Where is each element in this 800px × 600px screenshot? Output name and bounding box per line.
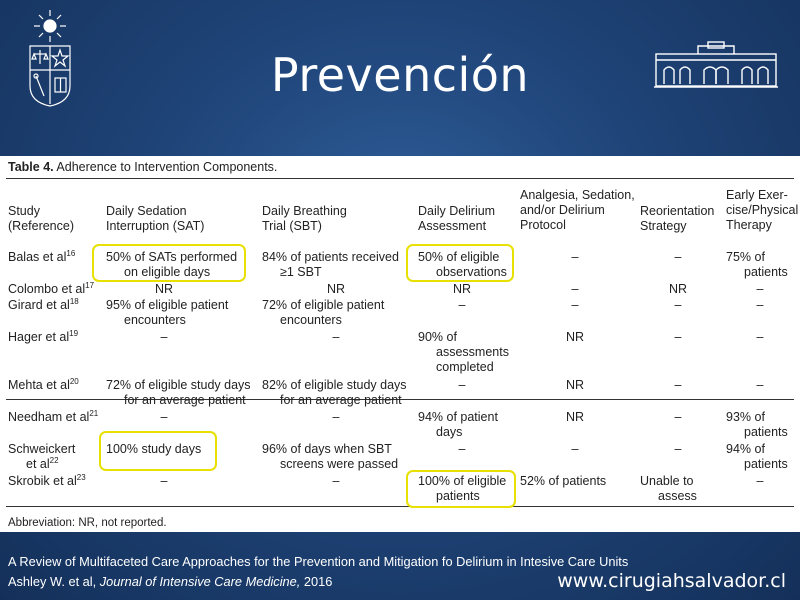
asd-cell-line: NR (565, 410, 585, 424)
dda-cell-line: – (458, 378, 466, 392)
dda-cell-line: – (458, 298, 466, 312)
sbt-cell (306, 330, 366, 345)
study-name: Colombo et al (8, 282, 86, 296)
column-header-line: Study (8, 204, 40, 218)
column-header (726, 188, 798, 233)
ros-cell (648, 410, 708, 425)
eep-cell (730, 330, 790, 345)
sbt-cell-line: 96% of days when SBT (262, 442, 392, 456)
sat-cell-line: – (160, 474, 168, 488)
eep-cell (726, 250, 788, 280)
column-header (106, 204, 204, 234)
study-name: Hager et al (8, 330, 70, 344)
asd-cell (545, 442, 605, 457)
citation-authors: Ashley W. et al, (8, 574, 100, 589)
ros-cell-line: – (674, 378, 682, 392)
sbt-cell (262, 378, 407, 408)
column-header-line: Strategy (640, 219, 687, 233)
sat-cell (106, 378, 251, 408)
eep-cell-line: – (756, 298, 764, 312)
asd-cell (545, 282, 605, 297)
dda-cell-line: observations (436, 265, 507, 279)
dda-cell-line: 94% of patient (418, 410, 498, 424)
column-header-line: Assessment (418, 219, 487, 233)
ros-cell (648, 442, 708, 457)
study-reference-number: 21 (89, 408, 99, 418)
sat-cell-line: NR (154, 282, 174, 296)
asd-cell (545, 250, 605, 265)
footer-reference-citation (8, 572, 628, 592)
footer-reference-title: A Review of Multifaceted Care Approaches for the Prevention and Mitigation fo Delirium in Intesive Care Units (8, 554, 629, 569)
asd-cell (545, 330, 605, 345)
table-top-rule (6, 178, 794, 179)
study-name: Schweickert (8, 442, 76, 456)
study-name-cont: et al (26, 457, 50, 471)
eep-cell-line: patients (744, 457, 788, 471)
column-header (520, 188, 635, 233)
study-reference-number: 23 (76, 472, 86, 482)
highlight-box-balas-sat (92, 244, 246, 282)
asd-cell-line: NR (565, 378, 585, 392)
study-name: Skrobik et al (8, 474, 77, 488)
column-header-line: Daily Breathing (262, 204, 347, 218)
sat-cell-line: 50% of SATs performed (106, 250, 238, 264)
dda-cell-line: assessments (436, 345, 509, 359)
study-cell (8, 250, 75, 265)
study-name: Needham et al (8, 410, 90, 424)
sbt-cell-line: – (332, 410, 340, 424)
table-caption (8, 160, 277, 174)
dda-cell (432, 282, 492, 297)
column-header-line: and/or Delirium (520, 203, 605, 217)
citation-journal: Journal of Intensive Care Medicine, (99, 574, 301, 589)
sbt-cell-line: 84% of patients received (262, 250, 399, 264)
dda-cell-line: 100% of eligible (418, 474, 507, 488)
eep-cell-line: – (756, 474, 764, 488)
ros-cell-line: Unable to (640, 474, 694, 488)
sbt-cell-line: screens were passed (280, 457, 399, 471)
slide-title: Prevención (270, 48, 530, 102)
highlight-box-balas-dda (406, 244, 514, 282)
eep-cell-line: patients (744, 265, 788, 279)
sbt-cell (306, 474, 366, 489)
table-bottom-rule (6, 506, 794, 507)
sbt-cell-line: ≥1 SBT (280, 265, 322, 279)
dda-cell (432, 442, 492, 457)
study-cell (8, 474, 86, 489)
asd-cell-line: 52% of patients (520, 474, 607, 488)
website-url[interactable]: www.cirugiahsalvador.cl (557, 570, 786, 592)
sbt-cell (306, 282, 366, 297)
ros-cell-line: – (674, 410, 682, 424)
eep-cell-line: 94% of (726, 442, 765, 456)
sbt-cell-line: – (332, 474, 340, 488)
column-header (640, 204, 714, 234)
sbt-cell-line: – (332, 330, 340, 344)
column-header-line: (Reference) (8, 219, 74, 233)
dda-cell (432, 378, 492, 393)
sat-cell (106, 298, 228, 328)
column-header-line: Therapy (726, 218, 772, 232)
column-header-line: Reorientation (640, 204, 715, 218)
column-header (418, 204, 495, 234)
asd-cell (545, 410, 605, 425)
study-cell (8, 442, 75, 472)
dda-cell-line: completed (436, 360, 494, 374)
sat-cell (134, 282, 194, 297)
study-reference-number: 16 (66, 248, 76, 258)
column-header-line: Trial (SBT) (262, 219, 322, 233)
sat-cell-line: encounters (124, 313, 186, 327)
asd-cell (545, 378, 605, 393)
ros-cell (648, 298, 708, 313)
column-header (262, 204, 347, 234)
dda-cell-line: days (436, 425, 463, 439)
ros-cell-line: assess (658, 489, 697, 503)
ros-cell-line: NR (668, 282, 688, 296)
study-cell (8, 330, 78, 345)
study-cell (8, 410, 98, 425)
asd-cell (545, 298, 605, 313)
sbt-cell (262, 250, 399, 280)
column-header-line: cise/Physical (726, 203, 799, 217)
table-caption-text: Adherence to Intervention Components. (56, 160, 278, 174)
footer-reference (8, 552, 628, 592)
eep-cell (730, 298, 790, 313)
table-caption-label: Table 4. (8, 160, 54, 174)
study-cell (8, 298, 79, 313)
eep-cell-line: – (756, 330, 764, 344)
sat-cell-line: – (160, 330, 168, 344)
sbt-cell (306, 410, 366, 425)
sbt-cell-line: 82% of eligible study days (262, 378, 407, 392)
study-reference-number: 17 (85, 280, 95, 290)
sat-cell (134, 474, 194, 489)
sat-cell-line: 95% of eligible patient (106, 298, 229, 312)
eep-cell-line: – (756, 282, 764, 296)
study-cell (8, 378, 79, 393)
eep-cell (730, 474, 790, 489)
ros-cell (648, 378, 708, 393)
sbt-cell-line: for an average patient (280, 393, 402, 407)
eep-cell-line: – (756, 378, 764, 392)
eep-cell (726, 442, 788, 472)
ros-cell (648, 330, 708, 345)
eep-cell (730, 378, 790, 393)
dda-cell (432, 298, 492, 313)
column-header (8, 204, 74, 234)
sat-cell-line: 72% of eligible study days (106, 378, 251, 392)
sat-cell-line: 100% study days (106, 442, 202, 456)
sat-cell-line: on eligible days (124, 265, 211, 279)
highlight-box-skrobik-dda (406, 470, 516, 508)
sbt-cell-line: NR (326, 282, 346, 296)
sbt-cell (262, 298, 384, 328)
ros-cell-line: – (674, 442, 682, 456)
dda-cell-line: 50% of eligible (418, 250, 500, 264)
study-reference-number: 18 (69, 296, 79, 306)
dda-cell-line: – (458, 442, 466, 456)
column-header-line: Daily Delirium (418, 204, 496, 218)
sbt-cell-line: encounters (280, 313, 342, 327)
asd-cell (520, 474, 606, 489)
asd-cell-line: NR (565, 330, 585, 344)
eep-cell-line: patients (744, 425, 788, 439)
sbt-cell-line: 72% of eligible patient (262, 298, 385, 312)
sat-cell-line: for an average patient (124, 393, 246, 407)
dda-cell-line: patients (436, 489, 480, 503)
sat-cell-line: – (160, 410, 168, 424)
asd-cell-line: – (571, 298, 579, 312)
column-header-line: Protocol (520, 218, 566, 232)
asd-cell-line: – (571, 442, 579, 456)
table-abbreviation-note: Abbreviation: NR, not reported. (8, 517, 167, 529)
column-header-line: Early Exer- (726, 188, 788, 202)
study-reference-number: 22 (49, 455, 59, 465)
ros-cell (648, 250, 708, 265)
study-reference-number: 19 (69, 328, 79, 338)
column-header-line: Interruption (SAT) (106, 219, 205, 233)
ros-cell-line: – (674, 250, 682, 264)
study-name: Mehta et al (8, 378, 70, 392)
asd-cell-line: – (571, 250, 579, 264)
column-header-line: Analgesia, Sedation, (520, 188, 635, 202)
eep-cell-line: 75% of (726, 250, 765, 264)
ros-cell-line: – (674, 330, 682, 344)
highlight-box-schweickert-sat (99, 431, 217, 471)
study-reference-number: 20 (69, 376, 79, 386)
dda-cell (418, 410, 498, 440)
study-cell (8, 282, 94, 297)
ros-cell-line: – (674, 298, 682, 312)
citation-year: 2016 (300, 574, 333, 589)
eep-cell (730, 282, 790, 297)
eep-cell (726, 410, 788, 440)
dda-cell-line: 90% of (418, 330, 457, 344)
study-name: Balas et al (8, 250, 67, 264)
adherence-table (0, 156, 800, 532)
ros-cell (648, 282, 708, 297)
ros-cell (640, 474, 697, 504)
asd-cell-line: – (571, 282, 579, 296)
sat-cell (134, 410, 194, 425)
dda-cell-line: NR (452, 282, 472, 296)
study-name: Girard et al (8, 298, 70, 312)
eep-cell-line: 93% of (726, 410, 765, 424)
sbt-cell (262, 442, 398, 472)
sat-cell (134, 330, 194, 345)
column-header-line: Daily Sedation (106, 204, 187, 218)
dda-cell (418, 330, 509, 375)
